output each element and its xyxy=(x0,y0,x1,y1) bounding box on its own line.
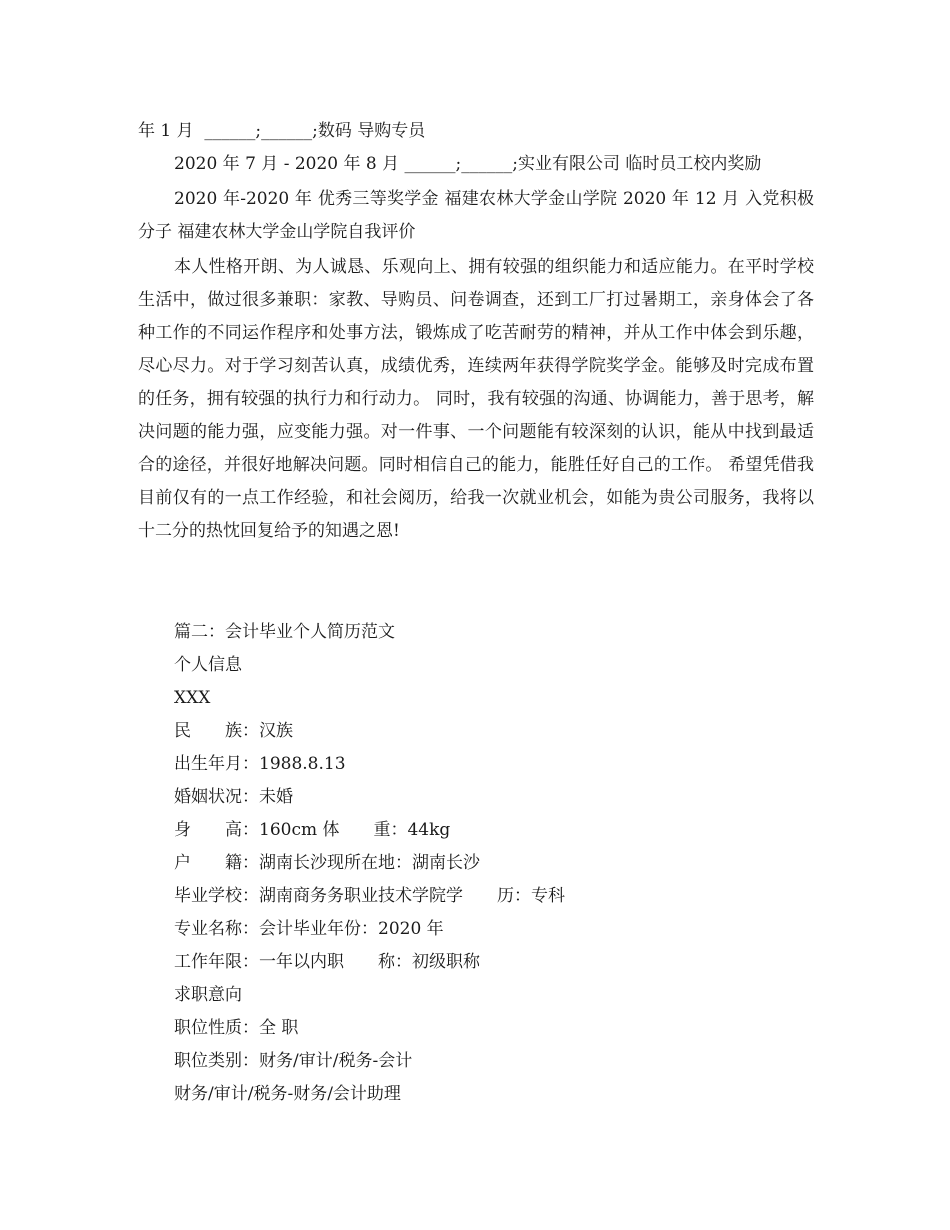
name-field: XXX xyxy=(174,688,211,708)
job-nature-field: 职位性质：全 职 xyxy=(174,1018,299,1038)
subheading-job-intention: 求职意向 xyxy=(174,985,242,1005)
text-line-2: 2020 年 7 月 - 2020 年 8 月 ______;______;实业有限公司 临时员工校内奖励 xyxy=(174,154,762,174)
household-field: 户 籍：湖南长沙现所在地：湖南长沙 xyxy=(174,853,480,873)
section-heading: 篇二：会计毕业个人简历范文 xyxy=(174,622,395,642)
job-category-field: 职位类别：财务/审计/税务-会计 xyxy=(174,1051,413,1071)
text-line-1: 年 1 月 ______;______;数码 导购专员 xyxy=(138,121,426,141)
subheading-personal-info: 个人信息 xyxy=(174,655,242,675)
school-field: 毕业学校：湖南商务务职业技术学院学 历：专科 xyxy=(174,886,565,906)
major-field: 专业名称：会计毕业年份：2020 年 xyxy=(174,919,444,939)
marital-status-field: 婚姻状况：未婚 xyxy=(174,787,293,807)
height-weight-field: 身 高：160cm 体 重：44kg xyxy=(174,820,451,840)
ethnicity-field: 民 族：汉族 xyxy=(174,721,293,741)
birthdate-field: 出生年月：1988.8.13 xyxy=(174,754,346,774)
job-category-field-2: 财务/审计/税务-财务/会计助理 xyxy=(174,1084,401,1104)
paragraph-self-evaluation: 本人性格开朗、为人诚恳、乐观向上、拥有较强的组织能力和适应能力。在平时学校生活中，做过很多兼职：家教、导购员、问卷调查，还到工厂打过暑期工，亲身体会了各种工作的不同运作程序和处事方法，锻炼成了吃苦耐劳的精神，并从工作中体会到乐趣，尽心尽力。对于学习刻苦认真，成绩优秀，连续两年获得学院奖学金。能够及时完成布置的任务，拥有较强的执行力和行动力。 同时，我有较强的沟通、协调能力，善于思考，解决问题的能力强，应变能力强。对一件事、一个问题能有较深刻的认识，能从中找到最适合的途径，并很好地解决问题。同时相信自己的能力，能胜任好自己的工作。 希望凭借我目前仅有的一点工作经验，和社会阅历，给我一次就业机会，如能为贵公司服务，我将以十二分的热忱回复给予的知遇之恩! xyxy=(138,257,814,541)
work-years-field: 工作年限：一年以内职 称：初级职称 xyxy=(174,952,480,972)
paragraph-honors: 2020 年-2020 年 优秀三等奖学金 福建农林大学金山学院 2020 年 12 月 入党积极分子 福建农林大学金山学院自我评价 xyxy=(138,189,814,242)
